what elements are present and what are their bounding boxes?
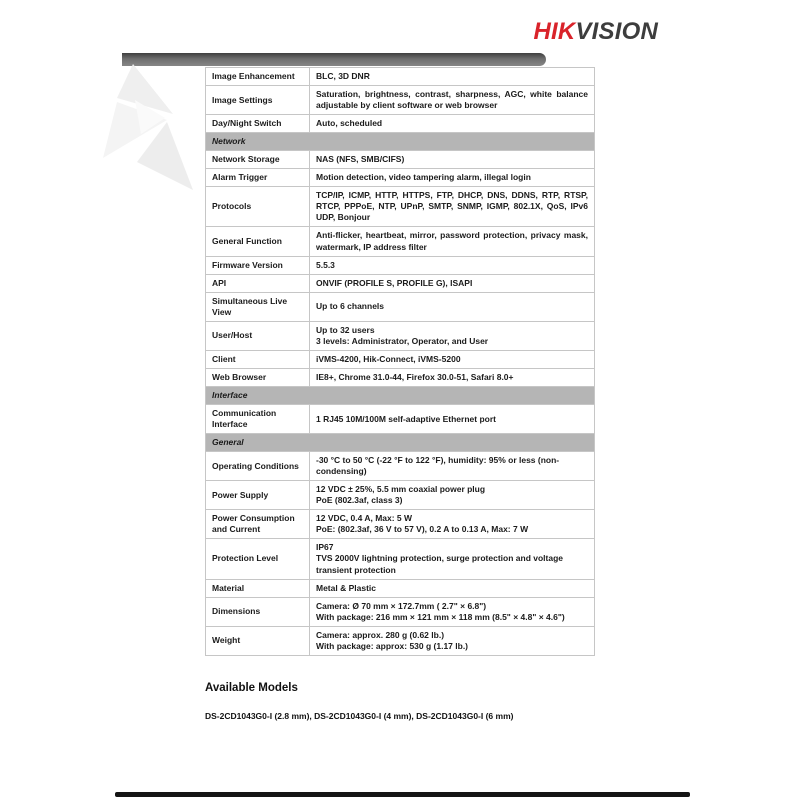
section-row	[206, 434, 595, 452]
section-row	[206, 133, 595, 151]
section-label: General	[206, 434, 595, 452]
spec-value-line: TVS 2000V lightning protection, surge protection and voltage transient protection	[316, 553, 564, 575]
spec-value-line: -30 °C to 50 °C (-22 °F to 122 °F), humidity: 95% or less (non-condensing)	[316, 455, 560, 477]
spec-value-line: Up to 32 users	[316, 324, 375, 335]
spec-row	[206, 510, 595, 539]
spec-label: Power Supply	[206, 481, 310, 510]
spec-row	[206, 86, 595, 115]
spec-value	[310, 227, 595, 256]
spec-row	[206, 626, 595, 655]
spec-row	[206, 292, 595, 321]
spec-value	[310, 292, 595, 321]
spec-row	[206, 539, 595, 579]
spec-value-line: PoE (802.3af, class 3)	[316, 495, 403, 506]
spec-row	[206, 151, 595, 169]
spec-label: Protocols	[206, 187, 310, 227]
spec-label: API	[206, 274, 310, 292]
spec-value-line: Motion detection, video tampering alarm, illegal login	[316, 172, 531, 183]
spec-row	[206, 115, 595, 133]
spec-value-line: iVMS-4200, Hik-Connect, iVMS-5200	[316, 353, 461, 364]
spec-value	[310, 68, 595, 86]
spec-row	[206, 481, 595, 510]
logo-hik-text: HIK	[533, 18, 576, 45]
spec-value	[310, 539, 595, 579]
spec-row	[206, 452, 595, 481]
spec-row	[206, 187, 595, 227]
spec-value	[310, 368, 595, 386]
spec-value	[310, 510, 595, 539]
logo-vision-text: VISION	[575, 18, 658, 45]
spec-row	[206, 350, 595, 368]
spec-value	[310, 274, 595, 292]
spec-value	[310, 597, 595, 626]
spec-value	[310, 626, 595, 655]
spec-value-line: 5.5.3	[316, 259, 335, 270]
footer-bar	[115, 792, 690, 797]
spec-label: Image Enhancement	[206, 68, 310, 86]
spec-row	[206, 169, 595, 187]
spec-value	[310, 350, 595, 368]
spec-label: User/Host	[206, 321, 310, 350]
spec-label: Firmware Version	[206, 256, 310, 274]
spec-value	[310, 151, 595, 169]
spec-value-line: Camera: approx. 280 g (0.62 lb.)	[316, 629, 445, 640]
hikvision-logo	[534, 18, 659, 46]
spec-label: Dimensions	[206, 597, 310, 626]
content-column	[205, 67, 595, 721]
spec-label: Material	[206, 579, 310, 597]
spec-row	[206, 404, 595, 433]
section-row	[206, 386, 595, 404]
watermark-arrow-graphic	[95, 62, 215, 192]
spec-value-line: ONVIF (PROFILE S, PROFILE G), ISAPI	[316, 277, 473, 288]
section-label: Interface	[206, 386, 595, 404]
spec-value	[310, 579, 595, 597]
spec-value	[310, 256, 595, 274]
spec-value	[310, 481, 595, 510]
spec-value-line: BLC, 3D DNR	[316, 71, 370, 81]
spec-label: Day/Night Switch	[206, 115, 310, 133]
spec-value-line: 3 levels: Administrator, Operator, and User	[316, 335, 489, 346]
spec-row	[206, 597, 595, 626]
spec-value-line: With package: approx: 530 g (1.17 lb.)	[316, 640, 469, 651]
spec-label: Client	[206, 350, 310, 368]
spec-value	[310, 187, 595, 227]
spec-value-line: Metal & Plastic	[316, 582, 376, 593]
spec-label: Alarm Trigger	[206, 169, 310, 187]
spec-value-line: Anti-flicker, heartbeat, mirror, password protection, privacy mask, watermark, IP address filter	[316, 230, 588, 252]
spec-value	[310, 404, 595, 433]
spec-value-line: Camera: Ø 70 mm × 172.7mm ( 2.7" × 6.8")	[316, 600, 487, 611]
spec-value	[310, 86, 595, 115]
spec-value-line: 1 RJ45 10M/100M self-adaptive Ethernet port	[316, 413, 496, 424]
spec-value-line: With package: 216 mm × 121 mm × 118 mm (8.5" × 4.8" × 4.6")	[316, 611, 565, 622]
spec-value-line: TCP/IP, ICMP, HTTP, HTTPS, FTP, DHCP, DNS, DDNS, RTP, RTSP, RTCP, PPPoE, NTP, UPnP, SMTP, SNMP, IGMP, 802.1X, QoS, IPv6 UDP, Bonjour	[316, 190, 588, 223]
spec-value	[310, 115, 595, 133]
available-models-heading: Available Models	[205, 681, 298, 694]
spec-value-line: Auto, scheduled	[316, 118, 383, 129]
spec-row	[206, 68, 595, 86]
spec-row	[206, 368, 595, 386]
spec-value-line: IP67	[316, 542, 334, 553]
spec-table	[205, 67, 595, 656]
spec-value	[310, 452, 595, 481]
spec-value-line: Saturation, brightness, contrast, sharpness, AGC, white balance adjustable by client software or web browser	[316, 89, 588, 111]
available-models-list: DS-2CD1043G0-I (2.8 mm), DS-2CD1043G0-I (4 mm), DS-2CD1043G0-I (6 mm)	[205, 710, 514, 721]
spec-row	[206, 256, 595, 274]
spec-label: Weight	[206, 626, 310, 655]
spec-label: Simultaneous Live View	[206, 292, 310, 321]
spec-row	[206, 579, 595, 597]
section-label: Network	[206, 133, 595, 151]
spec-value-line: Up to 6 channels	[316, 301, 385, 312]
spec-row	[206, 321, 595, 350]
spec-label: General Function	[206, 227, 310, 256]
spec-value-line: PoE: (802.3af, 36 V to 57 V), 0.2 A to 0.13 A, Max: 7 W	[316, 524, 529, 535]
spec-label: Web Browser	[206, 368, 310, 386]
spec-label: Operating Conditions	[206, 452, 310, 481]
spec-value	[310, 321, 595, 350]
spec-row	[206, 227, 595, 256]
spec-label: Communication Interface	[206, 404, 310, 433]
spec-label: Image Settings	[206, 86, 310, 115]
spec-value-line: IE8+, Chrome 31.0-44, Firefox 30.0-51, Safari 8.0+	[316, 371, 514, 382]
spec-row	[206, 274, 595, 292]
spec-value-line: NAS (NFS, SMB/CIFS)	[316, 154, 405, 165]
spec-value-line: 12 VDC ± 25%, 5.5 mm coaxial power plug	[316, 484, 486, 495]
spec-label: Network Storage	[206, 151, 310, 169]
spec-label: Protection Level	[206, 539, 310, 579]
spec-label: Power Consumption and Current	[206, 510, 310, 539]
spec-value-line: 12 VDC, 0.4 A, Max: 5 W	[316, 513, 413, 524]
spec-table-body	[206, 68, 595, 656]
spec-value	[310, 169, 595, 187]
